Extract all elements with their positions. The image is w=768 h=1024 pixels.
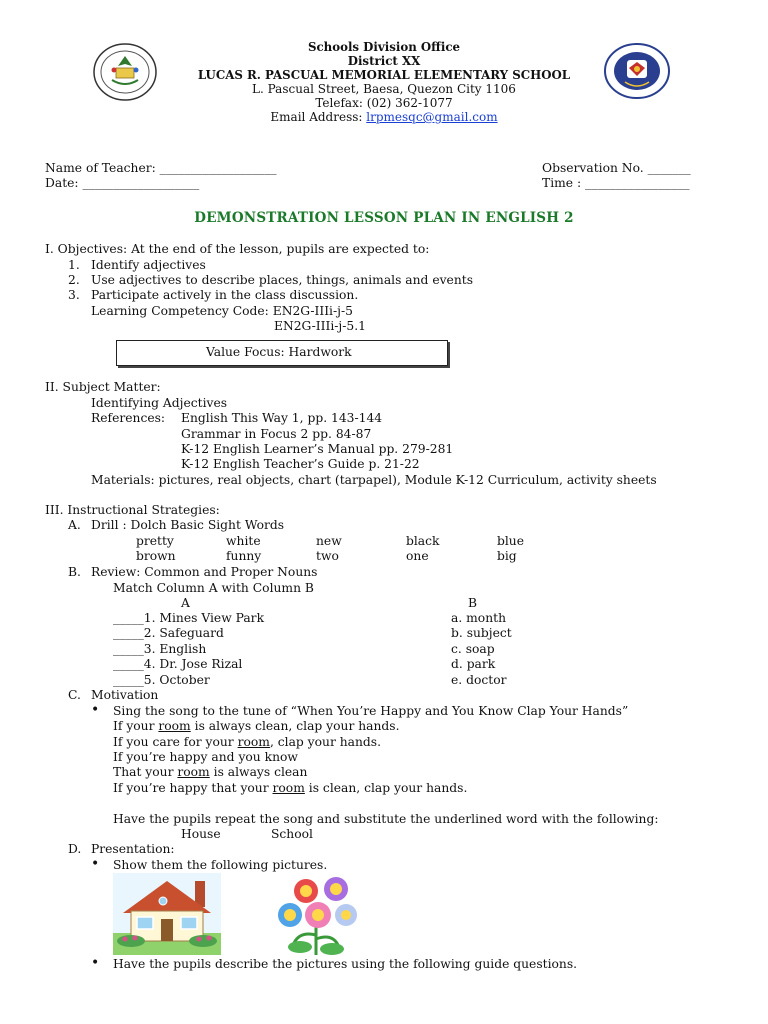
objective-number: 1. <box>68 258 80 272</box>
header-office: Schools Division Office <box>307 40 461 54</box>
match-item-b: a. month <box>451 611 506 625</box>
match-item-b: b. subject <box>451 626 512 640</box>
date-field: Date: ___________________ <box>45 176 200 190</box>
presentation-label: D. <box>68 842 82 856</box>
sight-word: new <box>316 534 342 548</box>
value-focus-text: Value Focus: Hardwork <box>206 345 352 359</box>
song-line: If you’re happy and you know <box>113 750 298 764</box>
strategies-heading: III. Instructional Strategies: <box>45 503 220 517</box>
presentation-bullet: Show them the following pictures. <box>113 858 328 872</box>
motivation-label: C. <box>68 688 81 702</box>
song-text: If your <box>113 719 159 733</box>
competency-code: Learning Competency Code: EN2G-IIIi-j-5 <box>91 304 353 318</box>
sight-word: blue <box>497 534 525 548</box>
column-a-header: A <box>181 596 190 610</box>
match-item-a: _____2. Safeguard <box>113 626 224 640</box>
match-item-a: _____4. Dr. Jose Rizal <box>113 657 243 671</box>
page-title: DEMONSTRATION LESSON PLAN IN ENGLISH 2 <box>194 210 574 226</box>
email-link[interactable]: lrpmesqc@gmail.com <box>366 110 498 124</box>
song-text: That your <box>113 765 178 779</box>
sight-word: pretty <box>136 534 174 548</box>
objective-item: Identify adjectives <box>91 258 206 272</box>
match-item-a: _____5. October <box>113 673 210 687</box>
drill-title: Drill : Dolch Basic Sight Words <box>91 518 285 532</box>
observation-field: Observation No. _______ <box>542 161 691 175</box>
subject-topic: Identifying Adjectives <box>91 396 228 410</box>
match-item-a: _____1. Mines View Park <box>113 611 265 625</box>
objective-number: 2. <box>68 273 80 287</box>
value-focus-box <box>116 340 448 366</box>
match-item-a: _____3. English <box>113 642 207 656</box>
header-address: L. Pascual Street, Baesa, Quezon City 1106 <box>252 82 516 96</box>
song-line <box>113 735 381 750</box>
presentation-title: Presentation: <box>91 842 175 856</box>
sight-word: brown <box>136 549 176 563</box>
song-text: is clean, clap your hands. <box>304 781 468 795</box>
match-item-b: d. park <box>451 657 496 671</box>
materials: Materials: pictures, real objects, chart (tarpapel), Module K-12 Curriculum, activity sheets <box>91 473 657 487</box>
reference-item: English This Way 1, pp. 143-144 <box>181 411 383 425</box>
sight-word: black <box>406 534 440 548</box>
sight-word: funny <box>226 549 262 563</box>
review-label: B. <box>68 565 81 579</box>
review-instruction: Match Column A with Column B <box>113 581 314 595</box>
subject-heading: II. Subject Matter: <box>45 380 161 394</box>
motivation-title: Motivation <box>91 688 159 702</box>
underlined-word: room <box>272 781 305 795</box>
underlined-word: room <box>158 719 191 733</box>
competency-code-2: EN2G-IIIi-j-5.1 <box>274 319 366 333</box>
reference-item: K-12 English Teacher’s Guide p. 21-22 <box>181 457 420 471</box>
objective-item: Participate actively in the class discussion. <box>91 288 359 302</box>
column-b-header: B <box>468 596 478 610</box>
header-district: District XX <box>347 54 421 68</box>
song-text: is always clean <box>209 765 308 779</box>
substitute-word: School <box>271 827 313 841</box>
substitute-word: House <box>181 827 221 841</box>
song-line <box>113 781 467 796</box>
motivation-bullet: Sing the song to the tune of “When You’re Happy and You Know Clap Your Hands” <box>113 704 629 718</box>
reference-item: Grammar in Focus 2 pp. 84-87 <box>181 427 372 441</box>
house-icon <box>113 873 221 955</box>
flowers-picture <box>270 873 362 957</box>
objectives-heading: I. Objectives: At the end of the lesson, pupils are expected to: <box>45 242 430 256</box>
match-item-b: c. soap <box>451 642 495 656</box>
underlined-word: room <box>237 735 270 749</box>
header-school: LUCAS R. PASCUAL MEMORIAL ELEMENTARY SCHOOL <box>197 68 571 82</box>
flowers-icon <box>270 873 362 957</box>
sight-word: big <box>497 549 517 563</box>
sight-word: white <box>226 534 261 548</box>
time-field: Time : _________________ <box>542 176 690 190</box>
review-title: Review: Common and Proper Nouns <box>91 565 318 579</box>
song-line <box>113 765 307 780</box>
house-picture <box>113 873 221 955</box>
song-text: If you’re happy that your <box>113 781 273 795</box>
bullet-icon: • <box>91 702 100 718</box>
email-label: Email Address: <box>270 110 367 124</box>
header-telefax: Telefax: (02) 362-1077 <box>315 96 453 110</box>
sight-word: one <box>406 549 429 563</box>
song-line <box>113 719 400 734</box>
objective-item: Use adjectives to describe places, things, animals and events <box>91 273 474 287</box>
song-text: is always clean, clap your hands. <box>190 719 400 733</box>
sight-word: two <box>316 549 339 563</box>
repeat-instruction: Have the pupils repeat the song and substitute the underlined word with the following: <box>113 812 659 826</box>
drill-label: A. <box>68 518 81 532</box>
references-label: References: <box>91 411 166 425</box>
header-email-line <box>0 110 768 124</box>
reference-item: K-12 English Learner’s Manual pp. 279-281 <box>181 442 454 456</box>
match-item-b: e. doctor <box>451 673 507 687</box>
teacher-field: Name of Teacher: ___________________ <box>45 161 277 175</box>
presentation-bullet: Have the pupils describe the pictures using the following guide questions. <box>113 957 578 971</box>
bullet-icon: • <box>91 856 100 872</box>
objective-number: 3. <box>68 288 80 302</box>
song-text: If you care for your <box>113 735 238 749</box>
underlined-word: room <box>177 765 210 779</box>
bullet-icon: • <box>91 955 100 971</box>
song-text: , clap your hands. <box>269 735 382 749</box>
